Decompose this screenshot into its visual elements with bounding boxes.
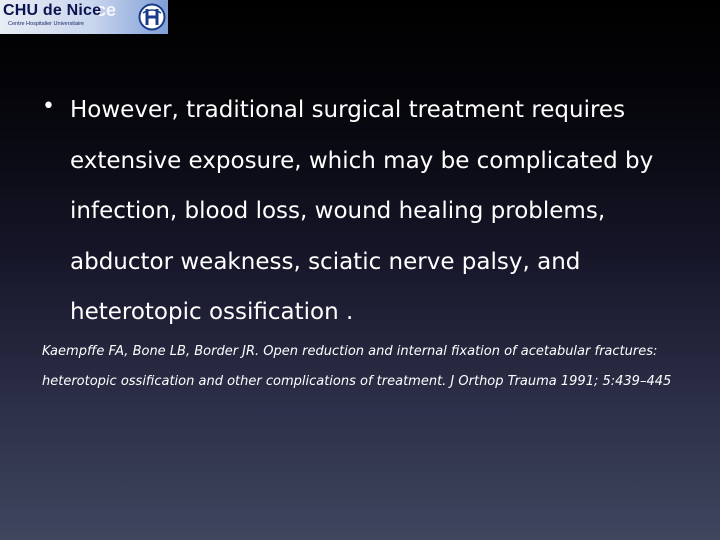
citation-text: Kaempffe FA, Bone LB, Border JR. Open reduction and internal fixation of acetabular fractures: heterotopic ossification and other complications of treatment. J Orthop Trauma 1991; 5:439–445 bbox=[42, 344, 672, 389]
bullet-text: However, traditional surgical treatment requires extensive exposure, which may be complicated by infection, blood loss, wound healing problems, abductor weakness, sciatic nerve palsy, and heterotopic ossification . bbox=[70, 97, 654, 325]
bullet-marker: • bbox=[42, 94, 55, 119]
logo-ghost-text: ce bbox=[96, 0, 117, 20]
logo-title: CHU de Nice bbox=[3, 2, 102, 19]
logo-subtitle: Centre Hospitalier Universitaire bbox=[8, 21, 85, 27]
